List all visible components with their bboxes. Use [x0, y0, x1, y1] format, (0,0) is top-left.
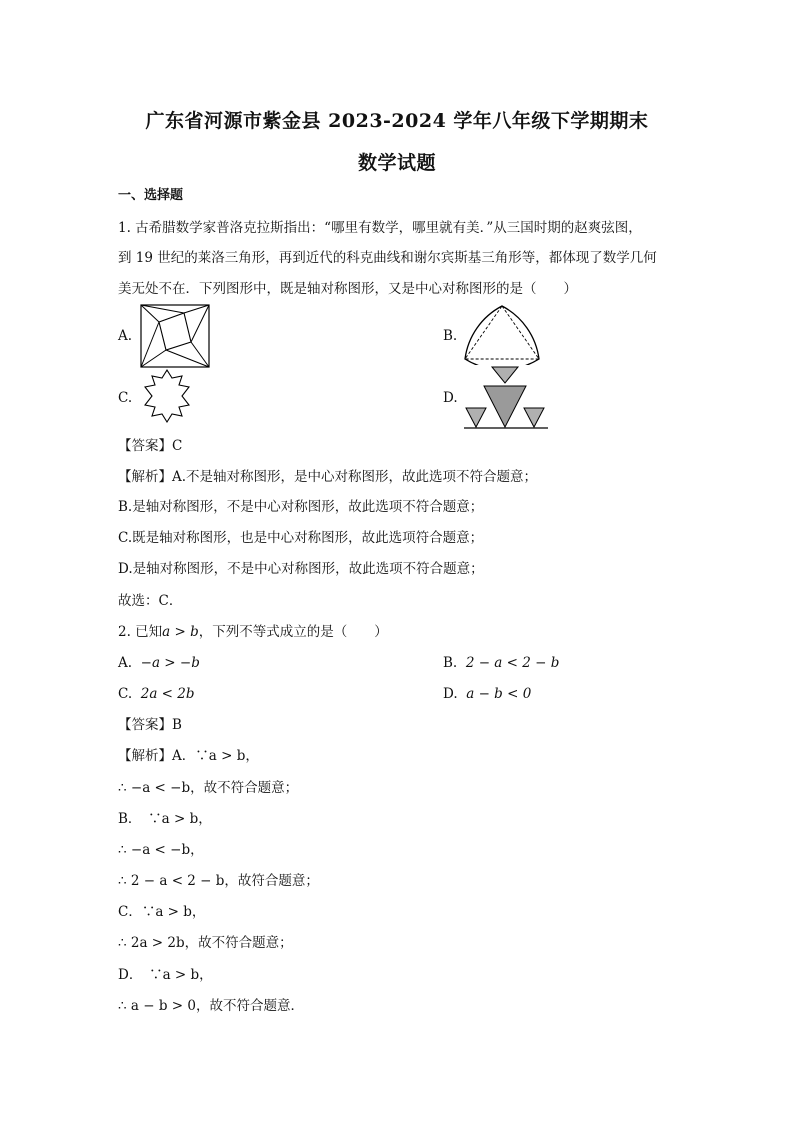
q2-analysis-line: B． ∵a > b，: [118, 811, 212, 827]
q1-stem-line3: 美无处不在．下列图形中，既是轴对称图形，又是中心对称图形的是（ ）: [118, 281, 577, 297]
q2-analysis-line: ∴ a − b > 0，故不符合题意．: [118, 998, 304, 1014]
page-subtitle: 数学试题: [357, 152, 436, 174]
reuleaux-triangle-figure: [462, 303, 542, 365]
q1-analysis-line: 故选：C．: [118, 593, 183, 609]
q1-answer: 【答案】C: [118, 438, 183, 454]
q1-analysis-line: B.是轴对称图形，不是中心对称图形，故此选项不符合题意；: [118, 499, 484, 515]
page-title: 广东省河源市紫金县 2023-2024 学年八年级下学期期末: [145, 110, 649, 132]
q2-analysis-line: ∴ 2a > 2b，故不符合题意；: [118, 935, 293, 951]
q2-stem: [118, 623, 388, 641]
q2-option-b-math: 2 − a < 2 − b: [465, 655, 560, 671]
q2-option-d-label: D.: [443, 686, 458, 702]
q2-option-d: [443, 685, 531, 703]
q1-analysis-line: 【解析】A.不是轴对称图形，是中心对称图形，故此选项不符合题意；: [118, 469, 538, 485]
q2-stem-prefix: 2. 已知: [118, 624, 163, 640]
q2-option-c-math: 2a < 2b: [140, 686, 195, 702]
q2-analysis-line: 【解析】A．∵a > b，: [118, 748, 259, 764]
zhao-shuang-square-figure: [140, 304, 210, 368]
q2-option-c-label: C.: [118, 686, 133, 702]
q2-analysis-line: D． ∵a > b，: [118, 967, 213, 983]
q2-stem-suffix: ，下列不等式成立的是（ ）: [198, 624, 388, 640]
q2-analysis-line: ∴ 2 − a < 2 − b，故符合题意；: [118, 873, 319, 889]
q2-option-a-math: −a > −b: [140, 655, 200, 671]
q2-option-a: [118, 654, 200, 672]
q1-analysis-line: C.既是轴对称图形，也是中心对称图形，故此选项符合题意；: [118, 530, 484, 546]
q1-option-a-label: A.: [118, 328, 133, 344]
q2-analysis-line: ∴ −a < −b，: [118, 842, 204, 858]
q2-analysis-line: C．∵a > b，: [118, 904, 206, 920]
q1-stem-line2: 到 19 世纪的莱洛三角形，再到近代的科克曲线和谢尔宾斯基三角形等，都体现了数学几何: [118, 250, 657, 266]
q2-stem-math: a > b: [162, 624, 199, 640]
q2-answer: 【答案】B: [118, 717, 182, 733]
koch-snowflake-figure: [136, 368, 198, 424]
q1-analysis-line: D.是轴对称图形，不是中心对称图形，故此选项不符合题意；: [118, 561, 484, 577]
q1-stem-line1: 1. 古希腊数学家普洛克拉斯指出：“哪里有数学，哪里就有美．”从三国时期的赵爽弦图，: [118, 220, 642, 236]
sierpinski-triangle-figure: [464, 365, 548, 431]
q2-option-c: [118, 685, 195, 703]
section-heading: 一、选择题: [118, 188, 184, 203]
q2-analysis-line: ∴ −a < −b，故不符合题意；: [118, 780, 299, 796]
q2-option-a-label: A.: [118, 655, 133, 671]
q2-option-b-label: B.: [443, 655, 458, 671]
q1-option-b-label: B.: [443, 328, 458, 344]
q2-option-b: [443, 654, 559, 672]
q1-option-d-label: D.: [443, 390, 458, 406]
q2-option-d-math: a − b < 0: [466, 686, 532, 702]
q1-option-c-label: C.: [118, 390, 133, 406]
